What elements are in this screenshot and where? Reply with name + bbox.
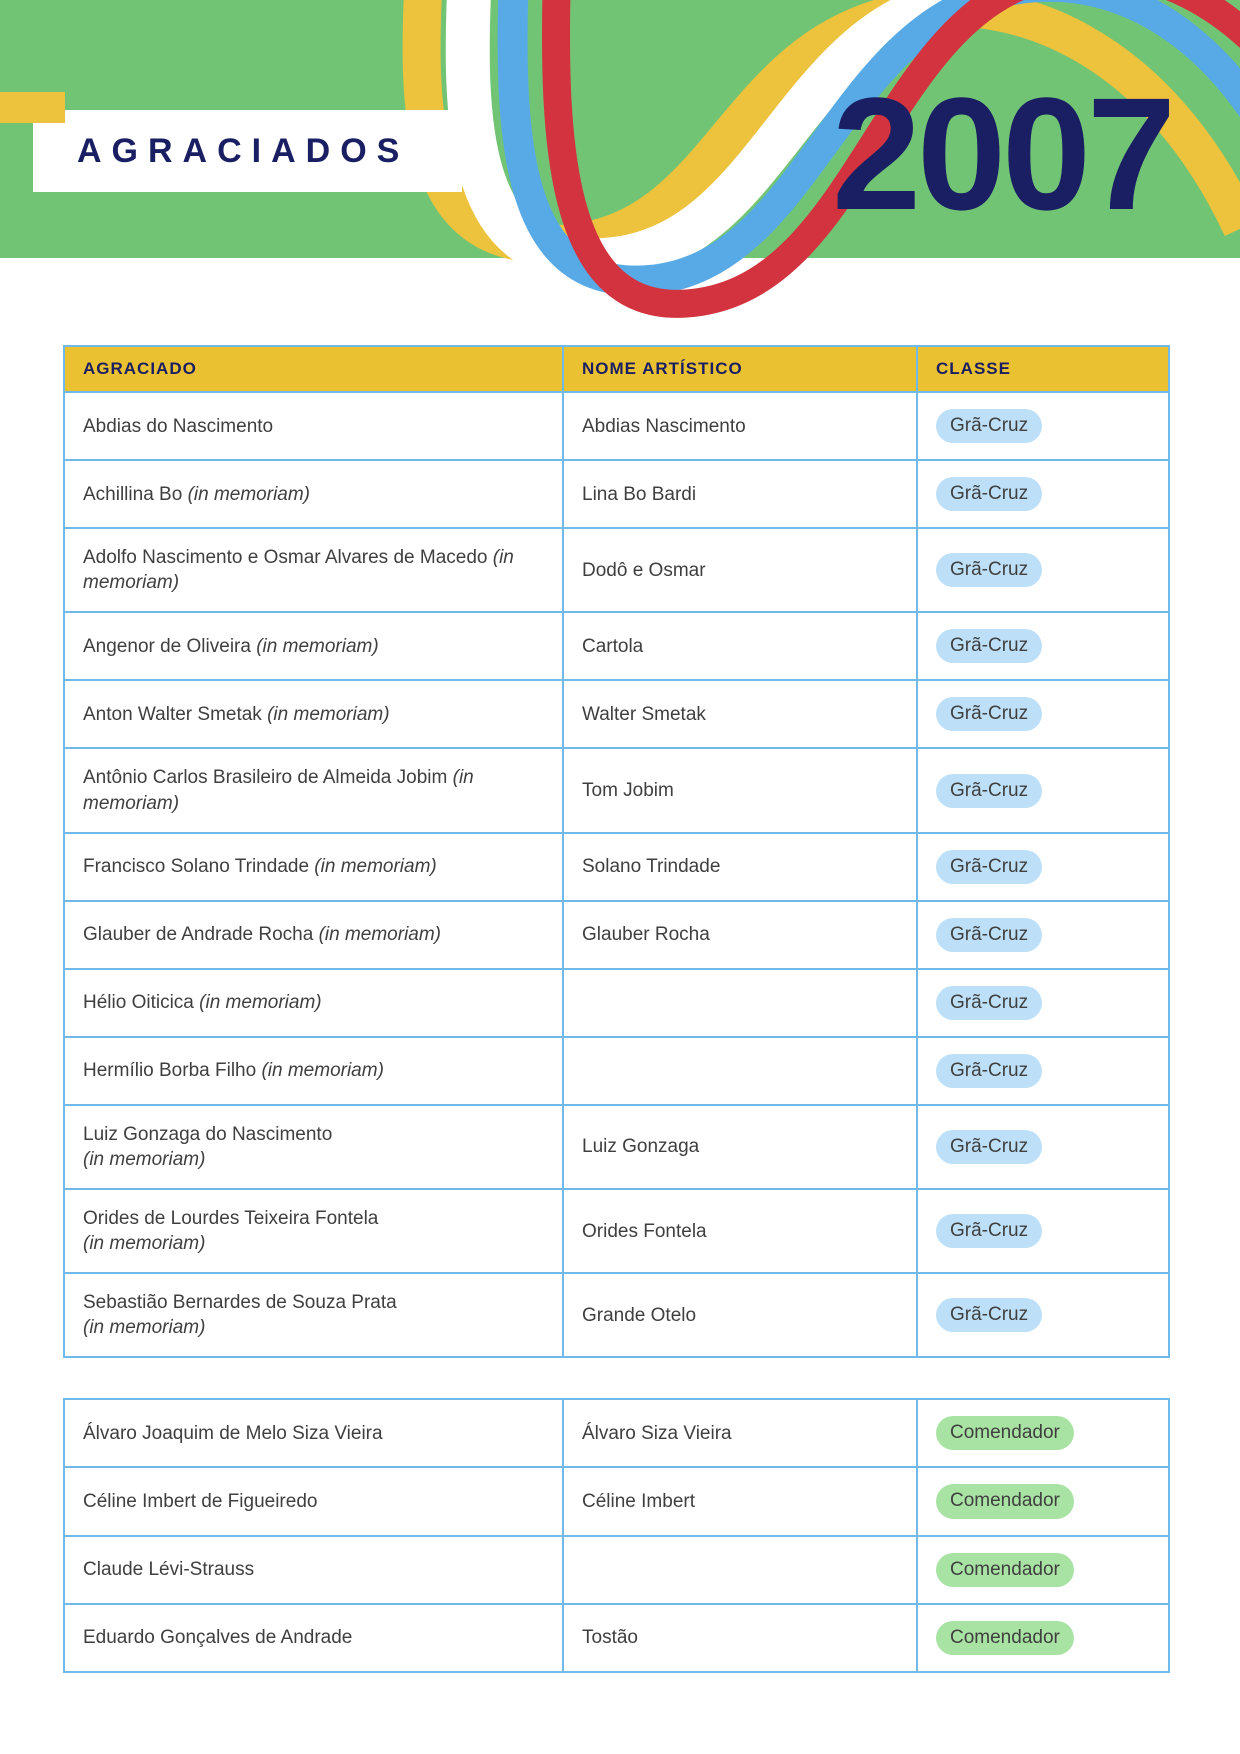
artistic-name-cell: Abdias Nascimento [563, 392, 917, 460]
artistic-name-cell: Tostão [563, 1604, 917, 1672]
classe-badge: Grã-Cruz [936, 918, 1042, 952]
table-row [64, 748, 1169, 832]
honoree-name: Antônio Carlos Brasileiro de Almeida Jobim [83, 767, 448, 789]
honoree-name-cell [64, 901, 563, 969]
classe-cell [917, 1604, 1169, 1672]
classe-cell [917, 1536, 1169, 1604]
classe-cell [917, 1399, 1169, 1467]
artistic-name-cell: Dodô e Osmar [563, 528, 917, 612]
in-memoriam-label: (in memoriam) [83, 1149, 206, 1171]
classe-badge: Grã-Cruz [936, 774, 1042, 808]
classe-cell [917, 901, 1169, 969]
honoree-name-cell [64, 969, 563, 1037]
classe-cell [917, 1467, 1169, 1535]
title-strip [33, 110, 462, 192]
honoree-name-cell [64, 1273, 563, 1357]
honoree-name: Orides de Lourdes Teixeira Fontela [83, 1208, 379, 1230]
table-row [64, 1604, 1169, 1672]
honoree-name: Achillina Bo [83, 483, 183, 505]
artistic-name-cell: Álvaro Siza Vieira [563, 1399, 917, 1467]
year-label: 2007 [832, 64, 1172, 243]
honoree-name-cell [64, 1467, 563, 1535]
honorees-table-gra-cruz [63, 345, 1170, 1358]
classe-badge: Grã-Cruz [936, 1214, 1042, 1248]
classe-badge: Comendador [936, 1553, 1074, 1587]
table-row [64, 1399, 1169, 1467]
table-row [64, 392, 1169, 460]
classe-badge: Comendador [936, 1416, 1074, 1450]
classe-cell [917, 460, 1169, 528]
in-memoriam-label: (in memoriam) [261, 1060, 384, 1082]
page-title: AGRACIADOS [77, 131, 410, 170]
table-row [64, 901, 1169, 969]
classe-badge: Grã-Cruz [936, 1054, 1042, 1088]
in-memoriam-label: (in memoriam) [256, 635, 379, 657]
classe-cell [917, 833, 1169, 901]
classe-badge: Grã-Cruz [936, 629, 1042, 663]
in-memoriam-label: (in memoriam) [83, 767, 474, 814]
column-header-agraciado: AGRACIADO [64, 346, 563, 392]
honoree-name-cell [64, 1399, 563, 1467]
classe-cell [917, 1189, 1169, 1273]
artistic-name-cell: Lina Bo Bardi [563, 460, 917, 528]
honoree-name: Glauber de Andrade Rocha [83, 924, 314, 946]
artistic-name-cell [563, 969, 917, 1037]
artistic-name-cell: Solano Trindade [563, 833, 917, 901]
yellow-accent-rect [0, 92, 65, 123]
table-row [64, 1037, 1169, 1105]
honoree-name-cell [64, 833, 563, 901]
honoree-name: Claude Lévi-Strauss [83, 1559, 255, 1581]
in-memoriam-label: (in memoriam) [199, 992, 322, 1014]
honoree-name: Sebastião Bernardes de Souza Prata [83, 1292, 397, 1314]
artistic-name-cell [563, 1536, 917, 1604]
table-row [64, 833, 1169, 901]
table-row [64, 528, 1169, 612]
classe-cell [917, 748, 1169, 832]
column-header-classe: CLASSE [917, 346, 1169, 392]
artistic-name-cell: Céline Imbert [563, 1467, 917, 1535]
in-memoriam-label: (in memoriam) [267, 703, 390, 725]
artistic-name-cell: Walter Smetak [563, 680, 917, 748]
table-row [64, 1273, 1169, 1357]
honoree-name-cell [64, 748, 563, 832]
honoree-name-cell [64, 612, 563, 680]
classe-cell [917, 680, 1169, 748]
classe-cell [917, 1273, 1169, 1357]
honoree-name-cell [64, 1604, 563, 1672]
classe-badge: Grã-Cruz [936, 477, 1042, 511]
artistic-name-cell [563, 1037, 917, 1105]
classe-cell [917, 1105, 1169, 1189]
artistic-name-cell: Luiz Gonzaga [563, 1105, 917, 1189]
honoree-name: Hélio Oiticica [83, 992, 194, 1014]
banner [0, 0, 1240, 258]
honorees-table-comendador [63, 1398, 1170, 1672]
table-row [64, 612, 1169, 680]
honoree-name-cell [64, 1037, 563, 1105]
classe-badge: Grã-Cruz [936, 986, 1042, 1020]
classe-cell [917, 1037, 1169, 1105]
classe-cell [917, 969, 1169, 1037]
classe-cell [917, 612, 1169, 680]
classe-cell [917, 528, 1169, 612]
honoree-name-cell [64, 680, 563, 748]
classe-badge: Grã-Cruz [936, 409, 1042, 443]
classe-badge: Grã-Cruz [936, 553, 1042, 587]
artistic-name-cell: Glauber Rocha [563, 901, 917, 969]
table-row [64, 1105, 1169, 1189]
in-memoriam-label: (in memoriam) [314, 856, 437, 878]
artistic-name-cell: Tom Jobim [563, 748, 917, 832]
honoree-name: Angenor de Oliveira [83, 635, 251, 657]
table-row [64, 969, 1169, 1037]
table-row [64, 1467, 1169, 1535]
honoree-name: Abdias do Nascimento [83, 415, 274, 437]
honoree-name-cell [64, 1189, 563, 1273]
honoree-name: Adolfo Nascimento e Osmar Alvares de Macedo [83, 547, 488, 569]
classe-badge: Comendador [936, 1621, 1074, 1655]
table-row [64, 680, 1169, 748]
in-memoriam-label: (in memoriam) [83, 1233, 206, 1255]
classe-badge: Grã-Cruz [936, 697, 1042, 731]
artistic-name-cell: Cartola [563, 612, 917, 680]
column-header-nome-artistico: NOME ARTÍSTICO [563, 346, 917, 392]
honoree-name: Eduardo Gonçalves de Andrade [83, 1627, 353, 1649]
in-memoriam-label: (in memoriam) [318, 924, 442, 946]
classe-badge: Comendador [936, 1484, 1074, 1518]
honoree-name: Álvaro Joaquim de Melo Siza Vieira [83, 1422, 383, 1444]
in-memoriam-label: (in memoriam) [83, 1317, 206, 1339]
table-row [64, 1189, 1169, 1273]
honorees-list [0, 345, 1240, 1673]
table-row [64, 1536, 1169, 1604]
honoree-name: Hermílio Borba Filho [83, 1060, 257, 1082]
artistic-name-cell: Orides Fontela [563, 1189, 917, 1273]
honoree-name-cell [64, 392, 563, 460]
honoree-name: Anton Walter Smetak [83, 703, 262, 725]
honoree-name-cell [64, 460, 563, 528]
honoree-name: Luiz Gonzaga do Nascimento [83, 1123, 333, 1145]
artistic-name-cell: Grande Otelo [563, 1273, 917, 1357]
honoree-name-cell [64, 528, 563, 612]
classe-badge: Grã-Cruz [936, 1130, 1042, 1164]
in-memoriam-label: (in memoriam) [187, 483, 311, 505]
honoree-name: Francisco Solano Trindade [83, 856, 310, 878]
classe-cell [917, 392, 1169, 460]
table-header-row [64, 346, 1169, 392]
honoree-name: Céline Imbert de Figueiredo [83, 1490, 318, 1512]
honoree-name-cell [64, 1536, 563, 1604]
classe-badge: Grã-Cruz [936, 850, 1042, 884]
classe-badge: Grã-Cruz [936, 1298, 1042, 1332]
honoree-name-cell [64, 1105, 563, 1189]
in-memoriam-label: (in memoriam) [83, 547, 514, 594]
table-row [64, 460, 1169, 528]
